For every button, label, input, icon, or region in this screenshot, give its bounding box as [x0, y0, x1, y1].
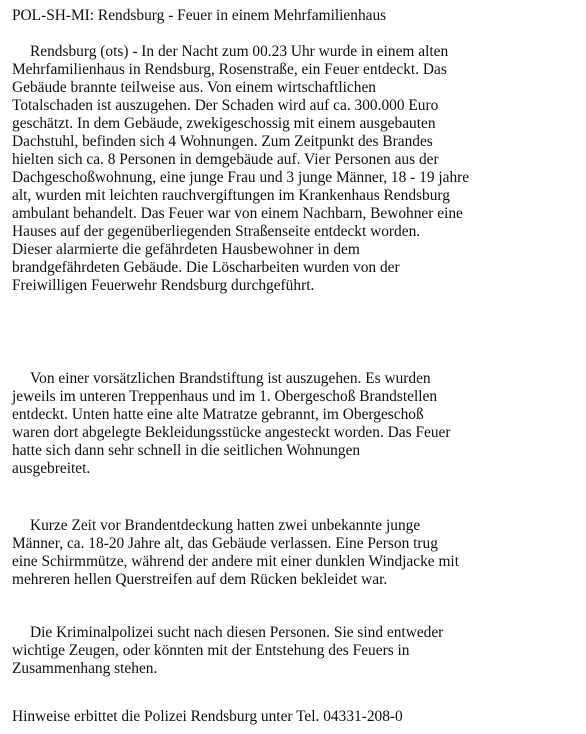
text-line: Hauses auf der gegenüberliegenden Straßenseite entdeckt worden. [12, 223, 421, 240]
text-line: brandgefährdeten Gebäude. Die Löscharbeiten wurden von der [12, 259, 400, 276]
text-line: Totalschaden ist auszugehen. Der Schaden wird auf ca. 300.000 Euro [12, 97, 439, 114]
paragraph-arson [12, 370, 580, 478]
paragraph-incident [12, 43, 580, 295]
text-line: Männer, ca. 18-20 Jahre alt, das Gebäude verlassen. Eine Person trug [12, 535, 438, 552]
text-line: Rendsburg (ots) - In der Nacht zum 00.23 Uhr wurde in einem alten [30, 43, 449, 60]
text-line: geschätzt. In dem Gebäude, zwekigeschossig mit einem ausgebauten [12, 115, 436, 132]
text-line: Dieser alarmierte die gefährdeten Hausbewohner in dem [12, 241, 360, 258]
paragraph-investigation [12, 624, 580, 678]
text-line: Von einer vorsätzlichen Brandstiftung ist auszugehen. Es wurden [30, 370, 431, 387]
text-line: Mehrfamilienhaus in Rendsburg, Rosenstraße, ein Feuer entdeckt. Das [12, 61, 447, 78]
text-line: Gebäude brannte teilweise aus. Von einem wirtschaftlichen [12, 79, 376, 96]
text-line: entdeckt. Unten hatte eine alte Matratze gebrannt, im Obergeschoß [12, 406, 424, 423]
text-line: wichtige Zeugen, oder könnten mit der Entstehung des Feuers in [12, 642, 410, 659]
text-line: waren dort abgelegte Bekleidungsstücke angesteckt worden. Das Feuer [12, 424, 451, 441]
text-line: Dachstuhl, befinden sich 4 Wohnungen. Zum Zeitpunkt des Brandes [12, 133, 433, 150]
text-line: ausgebreitet. [12, 460, 91, 477]
text-line: hielten sich ca. 8 Personen in demgebäude auf. Vier Personen aus der [12, 151, 439, 168]
document-title: POL-SH-MI: Rendsburg - Feuer in einem Mehrfamilienhaus [12, 7, 387, 24]
footer-contact [12, 708, 580, 726]
text-line: Kurze Zeit vor Brandentdeckung hatten zwei unbekannte junge [30, 517, 421, 534]
text-line: mehreren hellen Querstreifen auf dem Rücken bekleidet war. [12, 571, 388, 588]
text-line: jeweils im unteren Treppenhaus und im 1. Obergeschoß Brandstellen [12, 388, 438, 405]
text-line: hatte sich dann sehr schnell in die seitlichen Wohnungen [12, 442, 361, 459]
text-line: Freiwilligen Feuerwehr Rendsburg durchgeführt. [12, 277, 315, 294]
text-line: ambulant behandelt. Das Feuer war von einem Nachbarn, Bewohner eine [12, 205, 463, 222]
text-line: eine Schirmmütze, während der andere mit einer dunklen Windjacke mit [12, 553, 459, 570]
paragraph-witnesses [12, 517, 580, 589]
text-line: alt, wurden mit leichten rauchvergiftungen im Krankenhaus Rendsburg [12, 187, 450, 204]
contact-line: Hinweise erbittet die Polizei Rendsburg unter Tel. 04331-208-0 [12, 708, 403, 725]
text-line: Zusammenhang stehen. [12, 660, 158, 677]
text-line: Dachgeschoßwohnung, eine junge Frau und 3 junge Männer, 18 - 19 jahre [12, 169, 470, 186]
text-line: Die Kriminalpolizei sucht nach diesen Personen. Sie sind entweder [30, 624, 444, 641]
